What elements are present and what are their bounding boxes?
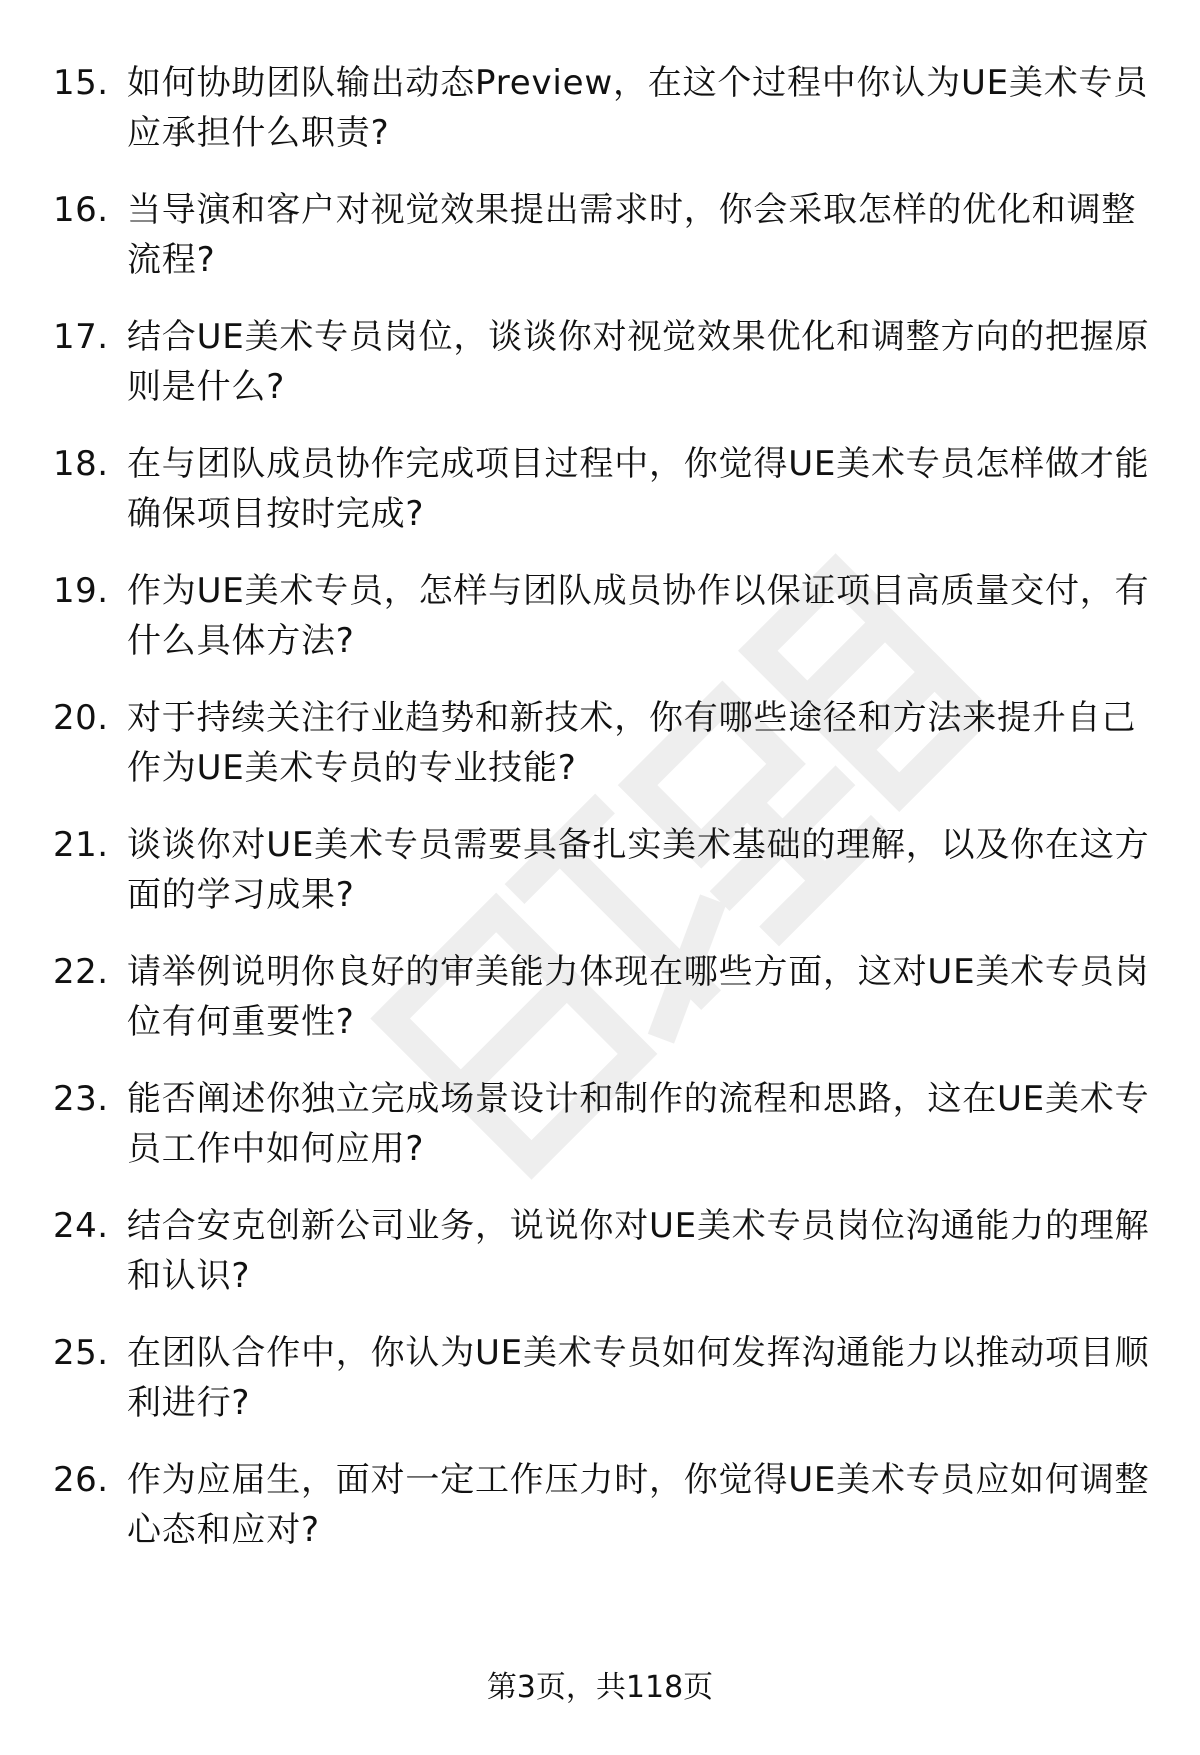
question-text: 请举例说明你良好的审美能力体现在哪些方面，这对UE美术专员岗位有何重要性? [127, 952, 1150, 1042]
question-text: 对于持续关注行业趋势和新技术，你有哪些途径和方法来提升自己作为UE美术专员的专业技能? [127, 698, 1137, 788]
question-text: 在团队合作中，你认为UE美术专员如何发挥沟通能力以推动项目顺利进行? [127, 1333, 1150, 1423]
question-number: 25. [53, 1333, 109, 1373]
question-item [0, 1074, 1200, 1201]
question-item [0, 312, 1200, 439]
question-item [0, 439, 1200, 566]
question-text: 结合UE美术专员岗位，谈谈你对视觉效果优化和调整方向的把握原则是什么? [127, 317, 1150, 407]
question-number: 17. [53, 317, 109, 357]
question-number: 15. [53, 63, 109, 103]
question-text: 作为应届生，面对一定工作压力时，你觉得UE美术专员应如何调整心态和应对? [127, 1460, 1150, 1550]
question-item [0, 1328, 1200, 1455]
question-number: 16. [53, 190, 109, 230]
question-item [0, 185, 1200, 312]
question-item [0, 1455, 1200, 1582]
question-number: 20. [53, 698, 109, 738]
question-text: 如何协助团队输出动态Preview，在这个过程中你认为UE美术专员应承担什么职责? [127, 63, 1149, 153]
question-number: 26. [53, 1460, 109, 1500]
question-number: 23. [53, 1079, 109, 1119]
question-number: 18. [53, 444, 109, 484]
question-text: 能否阐述你独立完成场景设计和制作的流程和思路，这在UE美术专员工作中如何应用? [127, 1079, 1150, 1169]
question-item [0, 1201, 1200, 1328]
question-text: 谈谈你对UE美术专员需要具备扎实美术基础的理解，以及你在这方面的学习成果? [127, 825, 1150, 915]
question-text: 在与团队成员协作完成项目过程中，你觉得UE美术专员怎样做才能确保项目按时完成? [127, 444, 1150, 534]
question-number: 22. [53, 952, 109, 992]
question-text: 当导演和客户对视觉效果提出需求时，你会采取怎样的优化和调整流程? [127, 190, 1137, 280]
question-item [0, 58, 1200, 185]
question-item [0, 693, 1200, 820]
page-number-footer: 第3页，共118页 [486, 1670, 714, 1705]
question-text: 结合安克创新公司业务，说说你对UE美术专员岗位沟通能力的理解和认识? [127, 1206, 1150, 1296]
question-number: 19. [53, 571, 109, 611]
question-text: 作为UE美术专员，怎样与团队成员协作以保证项目高质量交付，有什么具体方法? [127, 571, 1150, 661]
question-item [0, 820, 1200, 947]
question-item [0, 566, 1200, 693]
question-number: 21. [53, 825, 109, 865]
question-number: 24. [53, 1206, 109, 1246]
question-item [0, 947, 1200, 1074]
question-list [0, 58, 1200, 1582]
